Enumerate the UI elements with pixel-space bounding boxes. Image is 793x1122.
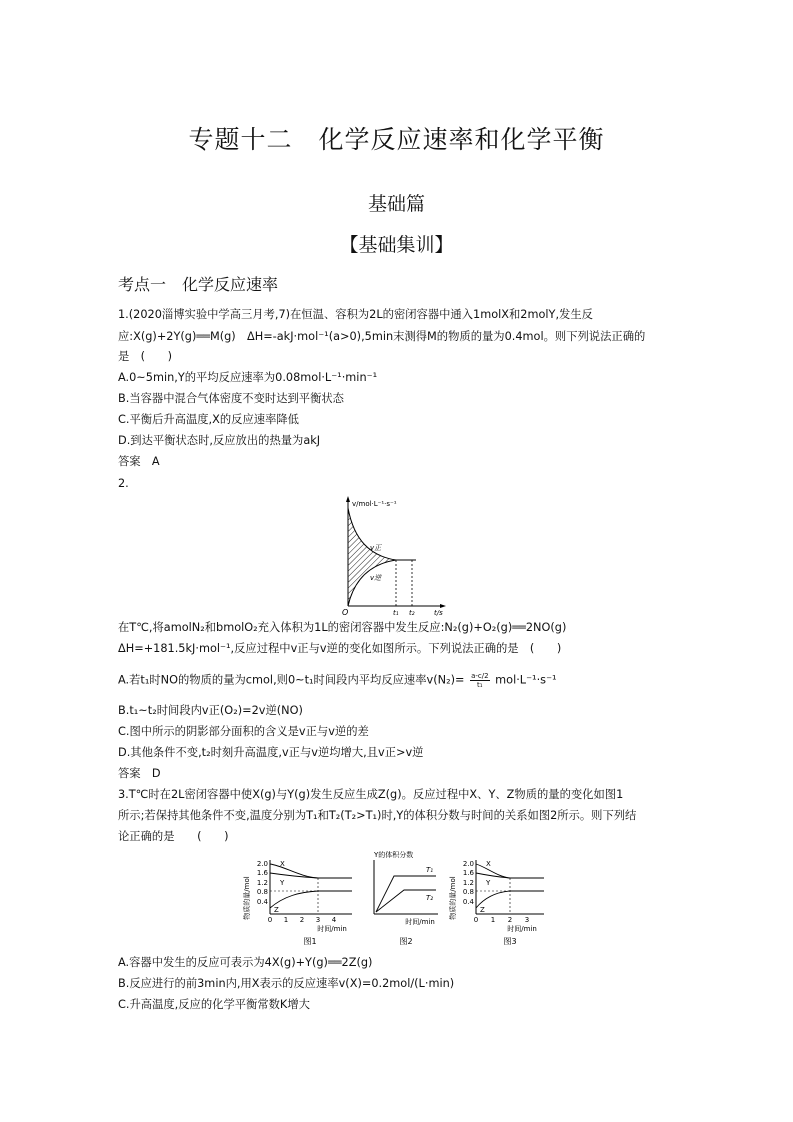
q2-stem-line1: 在T℃,将amolN₂和bmolO₂充入体积为1L的密闭容器中发生反应:N₂(g)+O₂(g)══2NO(g) [118, 621, 567, 634]
q2-shaded-area [348, 508, 396, 606]
subtitle: 基础篇 [367, 193, 425, 215]
q1-stem-line1: 1.(2020淄博实验中学高三月考,7)在恒温、容积为2L的密闭容器中通入1molX和2molY,发生反 [118, 308, 593, 321]
fig1-label-y: Y [280, 879, 285, 887]
fig3-ytick-2: 1.2 [462, 879, 474, 887]
fig1-xtick-0: 0 [267, 916, 273, 924]
q1-answer: 答案 A [118, 455, 160, 468]
section-heading: 考点一 化学反应速率 [118, 275, 279, 294]
fig1-label-z: Z [274, 906, 279, 914]
q1-option-c: C.平衡后升高温度,X的反应速率降低 [118, 413, 299, 426]
q1-option-d: D.到达平衡状态时,反应放出的热量为akJ [118, 434, 321, 447]
q3-option-c: C.升高温度,反应的化学平衡常数K增大 [118, 998, 310, 1011]
fig1-ytick-1: 1.6 [256, 869, 268, 877]
fig1-ytick-3: 0.8 [256, 888, 268, 896]
q2-origin: O [342, 608, 349, 616]
fig1-xtick-1: 1 [283, 916, 289, 924]
page-title: 专题十二 化学反应速率和化学平衡 [188, 125, 605, 154]
fig1-caption: 图1 [303, 937, 317, 946]
q2-fraction-num: a-c/2 [471, 672, 489, 680]
fig3-curve-y [476, 873, 510, 878]
fig3-xtick-0: 0 [473, 916, 479, 924]
q3-figure-3 [446, 852, 550, 948]
fig1-xtick-2: 2 [299, 916, 305, 924]
q2-y-arrow [346, 496, 350, 502]
q2-number: 2. [118, 477, 129, 490]
fig3-ytick-1: 1.6 [462, 869, 474, 877]
q2-fraction [470, 672, 489, 689]
fig2-label-t2: T₂ [426, 894, 434, 902]
q2-stem-line2: ΔH=+181.5kJ·mol⁻¹,反应过程中v正与v逆的变化如图所示。下列说法正确的是 ( ) [118, 642, 562, 655]
fig1-curve-y [270, 873, 318, 878]
q2-rate-graph [340, 494, 460, 616]
q2-y-label: v/mol·L⁻¹·s⁻¹ [352, 500, 397, 508]
fig3-label-x: X [486, 860, 491, 868]
fig2-label-t1: T₁ [426, 866, 434, 874]
fig3-label-z: Z [480, 906, 485, 914]
q2-option-d: D.其他条件不变,t₂时刻升高温度,v正与v逆均增大,且v正>v逆 [118, 746, 424, 759]
q2-fraction-den: t₁ [477, 681, 483, 689]
fig3-xtick-1: 1 [490, 916, 496, 924]
q3-option-a: A.容器中发生的反应可表示为4X(g)+Y(g)══2Z(g) [118, 956, 373, 969]
fig3-caption: 图3 [503, 937, 517, 946]
q2-t1-label: t₁ [393, 609, 399, 616]
q3-figure-2 [368, 846, 444, 948]
subtitle-bracket: 【基础集训】 [339, 234, 454, 256]
fig1-label-x: X [280, 860, 285, 868]
q2-x-arrow [440, 604, 446, 608]
fig1-ytick-4: 0.4 [256, 898, 268, 906]
q2-option-a-text: A.若t₁时NO的物质的量为cmol,则0~t₁时间段内平均反应速率v(N₂)= [118, 673, 465, 687]
q2-t2-label: t₂ [409, 609, 415, 616]
fig3-ytick-3: 0.8 [462, 888, 474, 896]
q1-stem-line3: 是 ( ) [118, 350, 173, 363]
q2-v-reverse-label: v逆 [370, 574, 382, 582]
q3-figure-1 [240, 852, 360, 948]
q2-v-forward-label: v正 [370, 544, 382, 552]
fig1-ytick-0: 2.0 [256, 860, 268, 868]
fig1-y-label: 物质的量/mol [243, 876, 251, 920]
fig1-xtick-4: 4 [331, 916, 337, 924]
fig1-curve-z [270, 891, 352, 908]
q1-option-a: A.0~5min,Y的平均反应速率为0.08mol·L⁻¹·min⁻¹ [118, 371, 378, 384]
fig3-xtick-2: 2 [507, 916, 513, 924]
fig3-x-label: 时间/min [507, 925, 537, 933]
fig3-ytick-0: 2.0 [462, 860, 474, 868]
fig1-ytick-2: 1.2 [256, 879, 268, 887]
q2-option-a-unit: mol·L⁻¹·s⁻¹ [495, 673, 557, 687]
q1-option-b: B.当容器中混合气体密度不变时达到平衡状态 [118, 392, 344, 405]
fig3-label-y: Y [486, 879, 491, 887]
fig2-x-label: 时间/min [405, 918, 435, 926]
fig2-caption: 图2 [399, 937, 413, 946]
q3-option-b: B.反应进行的前3min内,用X表示的反应速率v(X)=0.2mol/(L·min) [118, 977, 455, 990]
q2-option-b: B.t₁~t₂时间段内v正(O₂)=2v逆(NO) [118, 704, 303, 717]
fig2-y-label: Y的体积分数 [374, 851, 414, 859]
q2-answer: 答案 D [118, 767, 161, 780]
q1-stem-line2: 应:X(g)+2Y(g)══M(g) ΔH=-akJ·mol⁻¹(a>0),5min末测得M的物质的量为0.4mol。则下列说法正确的 [118, 330, 646, 343]
fig3-xtick-3: 3 [524, 916, 530, 924]
fig1-x-label: 时间/min [317, 925, 347, 933]
q2-x-label: t/s [434, 609, 443, 616]
q3-stem-line3: 论正确的是 ( ) [118, 830, 229, 843]
q3-stem-line1: 3.T℃时在2L密闭容器中使X(g)与Y(g)发生反应生成Z(g)。反应过程中X、Y、Z物质的量的变化如图1 [118, 788, 624, 801]
fig3-ytick-4: 0.4 [462, 898, 474, 906]
fig3-y-label: 物质的量/mol [449, 876, 457, 920]
q2-option-c: C.图中所示的阴影部分面积的含义是v正与v逆的差 [118, 725, 369, 738]
q2-option-a [118, 672, 557, 689]
fig1-xtick-3: 3 [315, 916, 321, 924]
q3-stem-line2: 所示;若保持其他条件不变,温度分别为T₁和T₂(T₂>T₁)时,Y的体积分数与时间的关系如图2所示。则下列结 [118, 809, 637, 822]
